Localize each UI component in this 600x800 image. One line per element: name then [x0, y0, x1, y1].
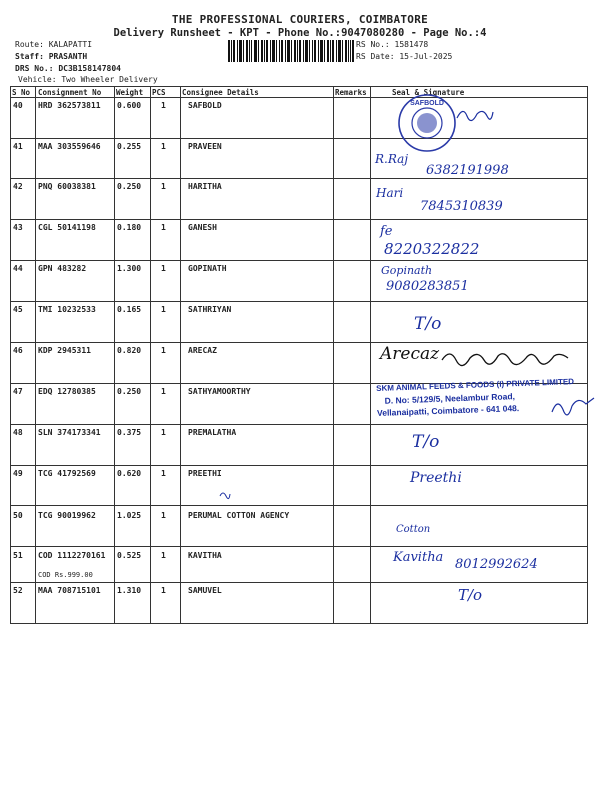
- row-consignment: TMI 10232533: [38, 305, 96, 314]
- row-weight: 1.310: [117, 586, 142, 595]
- row-pcs: 1: [161, 586, 166, 595]
- row-weight: 1.300: [117, 264, 142, 273]
- row-consignee: SATHYAMOORTHY: [188, 387, 251, 396]
- phone-row-41: 6382191998: [426, 163, 509, 178]
- signature-row-45: T/o: [414, 314, 442, 334]
- row-consignee: SAMUVEL: [188, 586, 222, 595]
- stamp-line-1: SKM ANIMAL FEEDS & FOODS (I) PRIVATE LIMITED: [376, 377, 575, 393]
- row-consignee: PREETHI: [188, 469, 222, 478]
- row-pcs: 1: [161, 182, 166, 191]
- signature-row-46-scribble: [440, 346, 570, 368]
- row-consignment: KDP 2945311: [38, 346, 91, 355]
- phone-row-51: 8012992624: [455, 557, 538, 572]
- row-weight: 0.525: [117, 551, 142, 560]
- row-pcs: 1: [161, 142, 166, 151]
- row-consignee: GANESH: [188, 223, 217, 232]
- col-header-consignee: Consignee Details: [182, 88, 259, 97]
- row-pcs: 1: [161, 551, 166, 560]
- row-consignment: SLN 374173341: [38, 428, 101, 437]
- phone-row-42: 7845310839: [420, 199, 503, 214]
- signature-row-49: Preethi: [410, 470, 462, 486]
- row-pcs: 1: [161, 264, 166, 273]
- phone-row-43: 8220322822: [384, 240, 480, 258]
- row-sno: 50: [13, 511, 23, 520]
- staff-label: Staff: PRASANTH: [15, 52, 88, 61]
- signature-row-51: Kavitha: [393, 550, 444, 565]
- route-label: Route: KALAPATTI: [15, 40, 93, 49]
- row-consignment: TCG 90019962: [38, 511, 96, 520]
- row-sno: 45: [13, 305, 23, 314]
- row-consignment: MAA 303559646: [38, 142, 101, 151]
- row-pcs: 1: [161, 346, 166, 355]
- signature-row-46: Arecaz: [380, 344, 440, 364]
- row-pcs: 1: [161, 223, 166, 232]
- ink-mark: [218, 488, 232, 500]
- signature-row-48: T/o: [412, 432, 440, 452]
- stamp-line-3: Vellanaipatti, Coimbatore - 641 048.: [376, 403, 520, 418]
- signature-row-52: T/o: [458, 586, 483, 604]
- row-consignee: SAFBOLD: [188, 101, 222, 110]
- row-consignment: EDQ 12780385: [38, 387, 96, 396]
- row-consignment: COD 1112270161: [38, 551, 106, 560]
- row-pcs: 1: [161, 387, 166, 396]
- phone-row-44: 9080283851: [386, 279, 469, 294]
- row-weight: 0.165: [117, 305, 142, 314]
- company-title: THE PROFESSIONAL COURIERS, COIMBATORE: [171, 13, 429, 26]
- signature-row-44: Gopinath: [381, 264, 433, 277]
- row-consignment: TCG 41792569: [38, 469, 96, 478]
- row-sno: 42: [13, 182, 23, 191]
- row-sno: 40: [13, 101, 23, 110]
- row-weight: 0.620: [117, 469, 142, 478]
- row-consignee: KAVITHA: [188, 551, 222, 560]
- col-header-consignment: Consignment No: [38, 88, 102, 97]
- row-consignee: PREMALATHA: [188, 428, 237, 437]
- rs-no-label: RS No.: 1581478: [356, 40, 429, 49]
- signature-row-47: [548, 392, 598, 422]
- signature-scribble: [455, 104, 495, 124]
- row-weight: 0.250: [117, 182, 142, 191]
- row-consignment: MAA 708715101: [38, 586, 101, 595]
- runsheet-title: Delivery Runsheet - KPT - Phone No.:9047080280 - Page No.:4: [113, 27, 487, 39]
- row-consignee: HARITHA: [188, 182, 222, 191]
- row-sno: 44: [13, 264, 23, 273]
- row-pcs: 1: [161, 428, 166, 437]
- row-sno: 41: [13, 142, 23, 151]
- row-sno: 49: [13, 469, 23, 478]
- row-consignee: PERUMAL COTTON AGENCY: [188, 511, 290, 520]
- cod-amount: COD Rs.999.00: [38, 571, 93, 579]
- row-pcs: 1: [161, 305, 166, 314]
- row-weight: 0.820: [117, 346, 142, 355]
- col-header-remarks: Remarks: [335, 88, 367, 97]
- row-weight: 0.180: [117, 223, 142, 232]
- row-consignment: HRD 362573811: [38, 101, 101, 110]
- row-consignment: PNQ 60038381: [38, 182, 96, 191]
- row-weight: 0.375: [117, 428, 142, 437]
- row-consignment: CGL 50141198: [38, 223, 96, 232]
- row-pcs: 1: [161, 469, 166, 478]
- drs-label: DRS No.: DC3B158147804: [15, 64, 121, 73]
- row-consignee: ARECAZ: [188, 346, 217, 355]
- row-pcs: 1: [161, 511, 166, 520]
- row-sno: 47: [13, 387, 23, 396]
- skm-company-stamp: [376, 376, 575, 419]
- row-sno: 43: [13, 223, 23, 232]
- signature-row-41: R.Raj: [375, 152, 409, 166]
- row-sno: 52: [13, 586, 23, 595]
- row-consignee: PRAVEEN: [188, 142, 222, 151]
- row-weight: 0.600: [117, 101, 142, 110]
- vehicle-label: Vehicle: Two Wheeler Delivery: [18, 75, 158, 84]
- row-weight: 0.250: [117, 387, 142, 396]
- row-consignee: SATHRIYAN: [188, 305, 232, 314]
- signature-row-42: Hari: [376, 186, 404, 200]
- row-weight: 1.025: [117, 511, 142, 520]
- rs-date-label: RS Date: 15-Jul-2025: [356, 52, 453, 61]
- col-header-weight: Weight: [116, 88, 144, 97]
- company-seal-stamp: [396, 92, 458, 154]
- stamp-line-2: D. No: 5/129/5, Neelambur Road,: [384, 391, 516, 406]
- row-pcs: 1: [161, 101, 166, 110]
- signature-row-43: fe: [380, 224, 393, 239]
- col-header-sno: S No: [12, 88, 31, 97]
- row-sno: 46: [13, 346, 23, 355]
- col-header-pcs: PCS: [152, 88, 166, 97]
- row-consignee: GOPINATH: [188, 264, 227, 273]
- seal-text: SAFBOLD: [410, 100, 444, 107]
- barcode-image: [228, 40, 354, 62]
- row-sno: 48: [13, 428, 23, 437]
- col-header-signature: Seal & Signature: [392, 88, 465, 97]
- row-sno: 51: [13, 551, 23, 560]
- row-consignment: GPN 483282: [38, 264, 87, 273]
- row-weight: 0.255: [117, 142, 142, 151]
- signature-row-50: Cotton: [396, 524, 431, 535]
